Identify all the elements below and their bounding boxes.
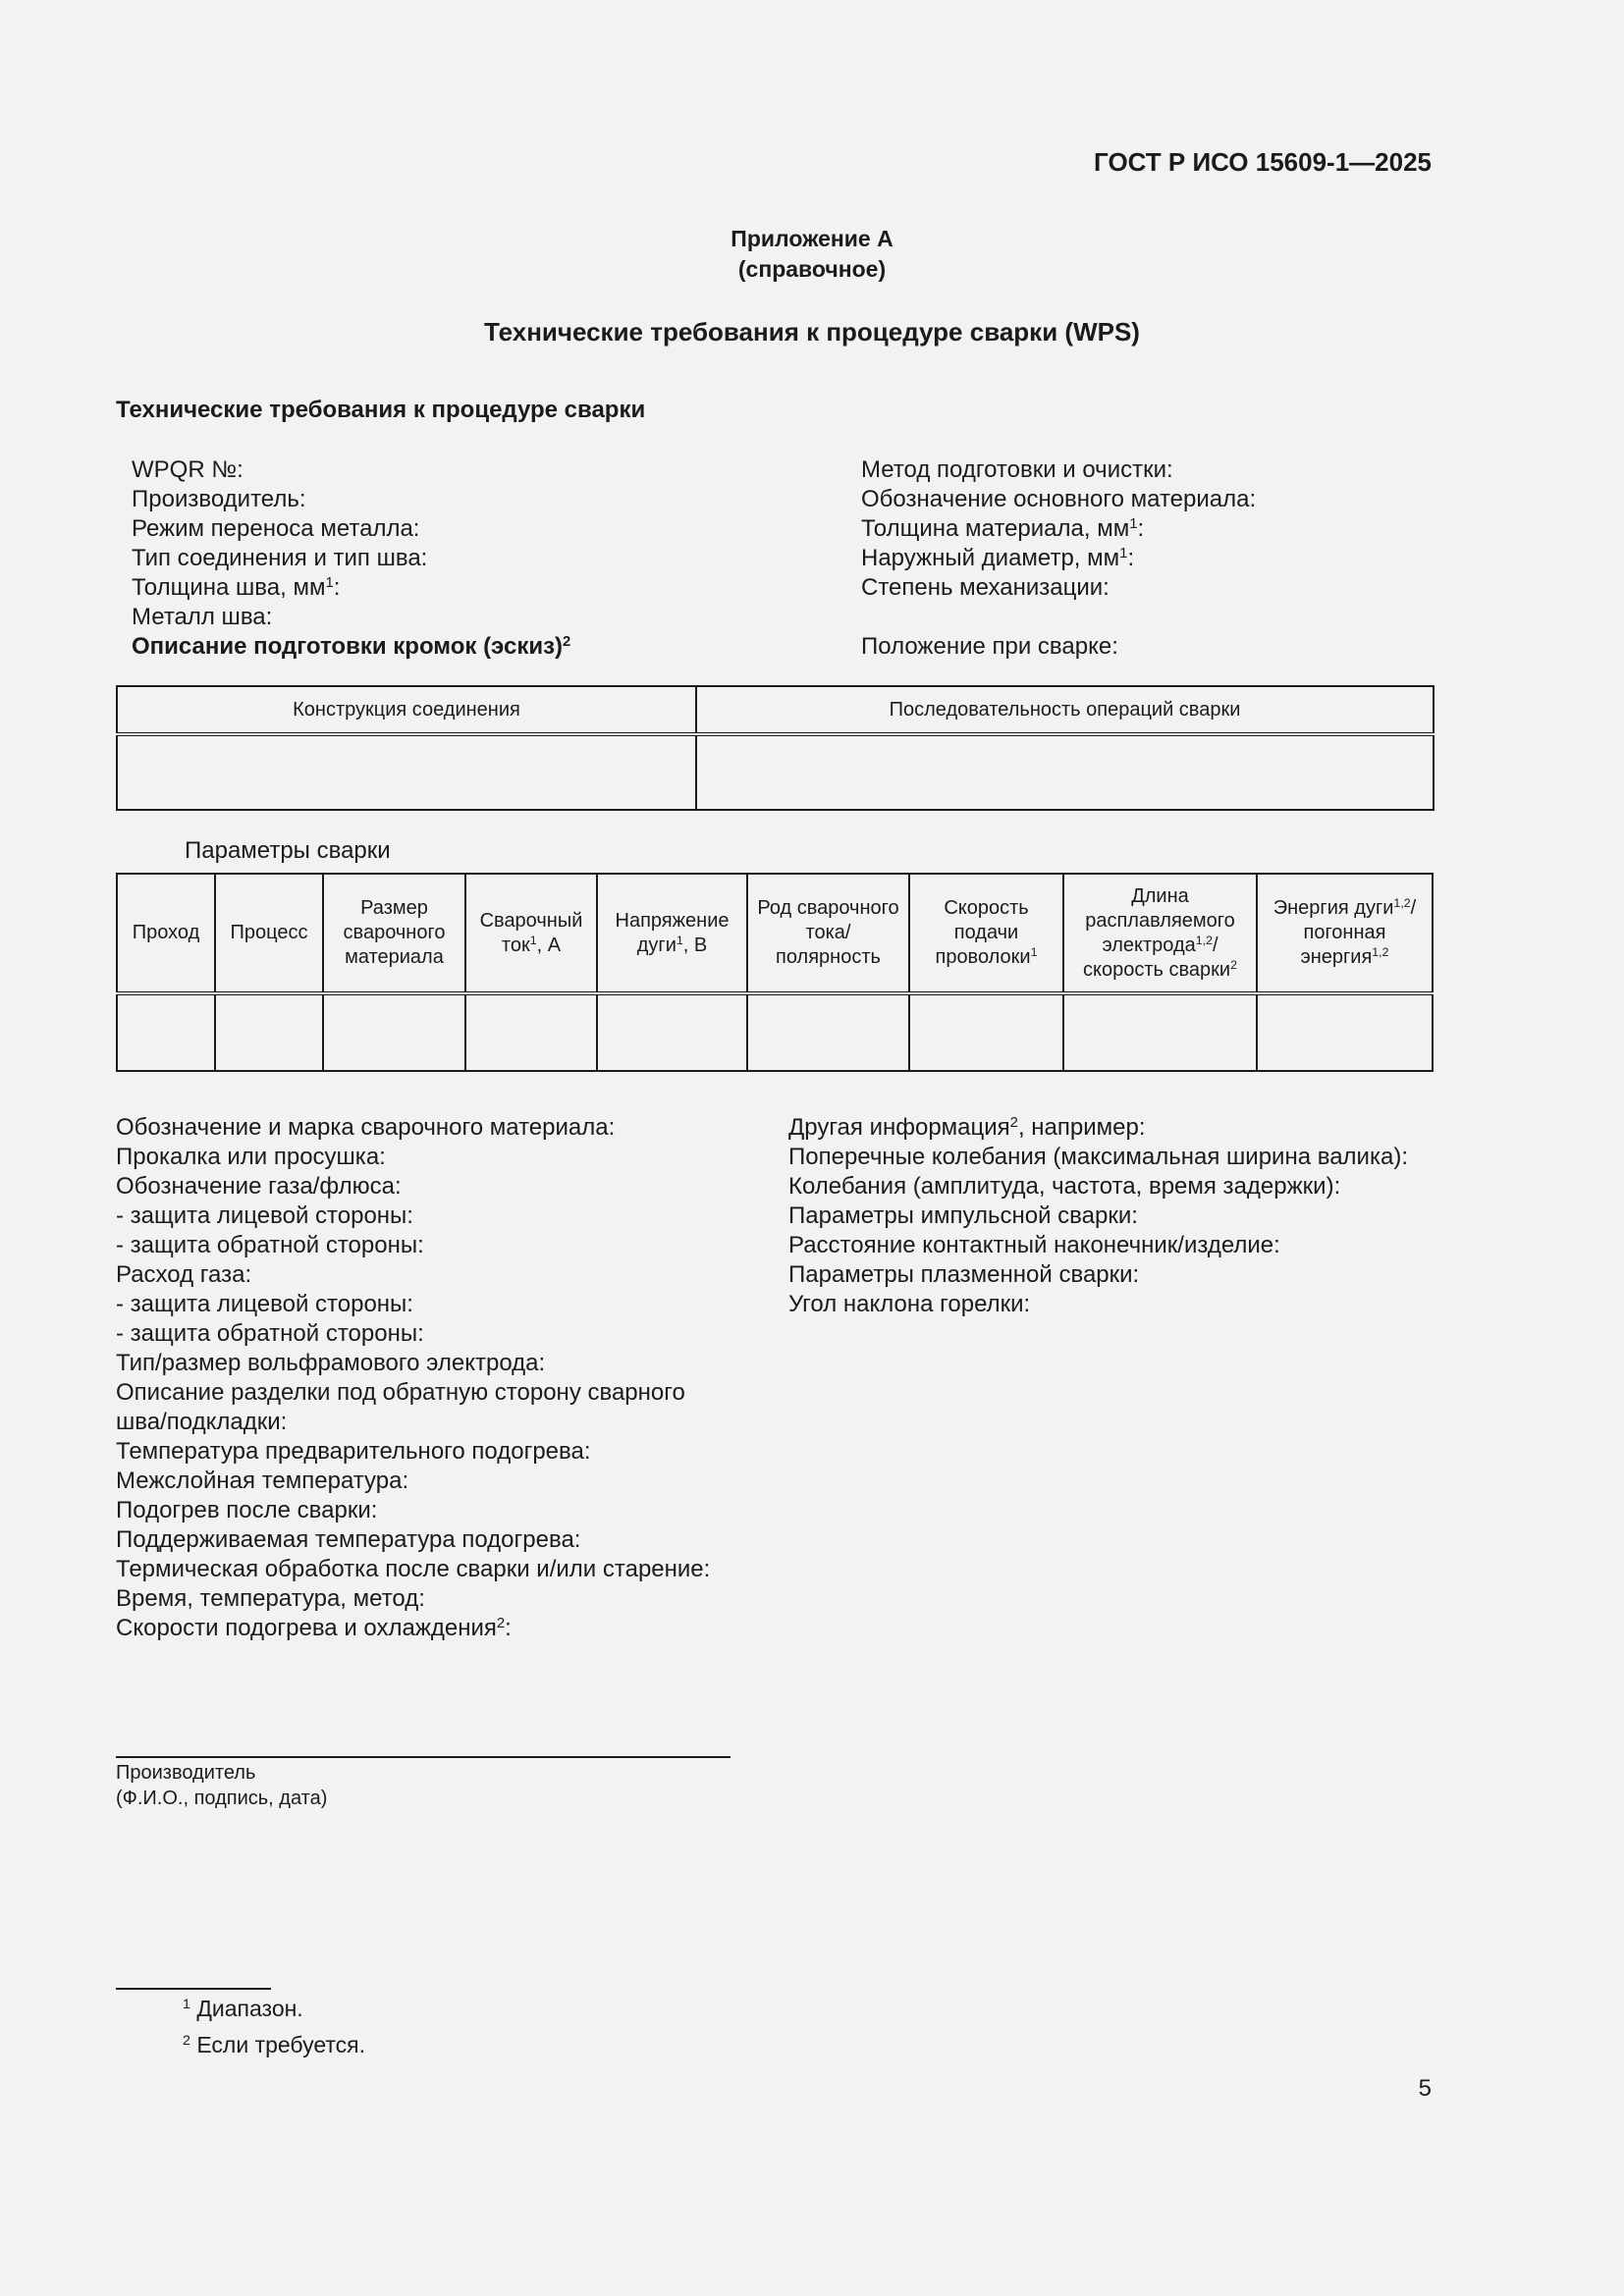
list-item: Колебания (амплитуда, частота, время задержки):	[788, 1173, 1341, 1200]
params-table	[116, 873, 1434, 1072]
footnote-1: $^1$ Диапазон.	[183, 1996, 303, 2021]
fields-left	[132, 455, 570, 662]
field-weld-thickness: Толщина шва, $мм^1$:	[132, 574, 341, 601]
welding-sequence-header: Последовательность операций сварки	[696, 686, 1434, 734]
col-voltage: Напряжение дуги$^1$, В	[597, 874, 747, 993]
standard-code: ГОСТ Р ИСО 15609-1—2025	[1094, 147, 1432, 177]
signature-line	[116, 1756, 731, 1758]
table-cell	[465, 993, 597, 1071]
list-item: - защита обратной стороны:	[116, 1320, 424, 1347]
table-cell	[597, 993, 747, 1071]
list-item: Скорости подогрева и охлаждения$^2$:	[116, 1615, 512, 1641]
signature-block	[116, 1760, 327, 1811]
footnote-2: $^2$ Если требуется.	[183, 2032, 365, 2057]
list-item: Поддерживаемая температура подогрева:	[116, 1526, 581, 1553]
field-cleaning-method: Метод подготовки и очистки:	[861, 456, 1173, 483]
field-weld-metal: Металл шва:	[132, 604, 273, 630]
col-current-type: Род сварочного тока/ полярность	[747, 874, 909, 993]
field-mechanization: Степень механизации:	[861, 574, 1110, 601]
list-item: Параметры импульсной сварки:	[788, 1202, 1138, 1229]
col-current: Сварочный ток$^1$, А	[465, 874, 597, 993]
footnote-rule	[116, 1988, 271, 1990]
annex-title: Приложение А	[731, 226, 893, 251]
field-joint-type: Тип соединения и тип шва:	[132, 545, 428, 571]
col-pass: Проход	[117, 874, 215, 993]
signature-role: Производитель	[116, 1762, 256, 1784]
col-filler-size: Размер сварочного материала	[323, 874, 465, 993]
list-item: Расход газа:	[116, 1261, 252, 1288]
list-item: шва/подкладки:	[116, 1409, 288, 1435]
list-item: Подогрев после сварки:	[116, 1497, 378, 1523]
joint-table	[116, 685, 1435, 811]
params-caption: Параметры сварки	[185, 837, 391, 864]
field-wpqr: WPQR №:	[132, 456, 244, 483]
list-item: Температура предварительного подогрева:	[116, 1438, 591, 1465]
document-title: Технические требования к процедуре сварки (WPS)	[484, 317, 1140, 347]
field-material-thickness: Толщина материала, $мм^1$:	[861, 515, 1145, 542]
list-item: Описание разделки под обратную сторону сварного	[116, 1379, 685, 1406]
field-transfer-mode: Режим переноса металла:	[132, 515, 420, 542]
field-blank	[861, 603, 1256, 632]
list-item: Тип/размер вольфрамового электрода:	[116, 1350, 546, 1376]
table-cell	[117, 993, 215, 1071]
list-item: - защита лицевой стороны:	[116, 1291, 413, 1317]
joint-design-header: Конструкция соединения	[117, 686, 696, 734]
list-item: Время, температура, метод:	[116, 1585, 425, 1612]
field-edge-prep: Описание подготовки кромок (эскиз)$^2$	[132, 633, 571, 660]
field-welding-position: Положение при сварке:	[861, 633, 1118, 660]
list-item: Другая информация$^2$, например:	[788, 1114, 1146, 1141]
misc-right	[788, 1113, 1408, 1319]
field-base-material: Обозначение основного материала:	[861, 486, 1257, 512]
welding-sequence-cell	[696, 734, 1434, 810]
col-process: Процесс	[215, 874, 323, 993]
list-item: Параметры плазменной сварки:	[788, 1261, 1140, 1288]
list-item: Межслойная температура:	[116, 1468, 409, 1494]
table-cell	[323, 993, 465, 1071]
list-item: Поперечные колебания (максимальная ширина валика):	[788, 1144, 1408, 1170]
page-number: 5	[1418, 2075, 1432, 2102]
list-item: - защита лицевой стороны:	[116, 1202, 413, 1229]
section-title: Технические требования к процедуре сварки	[116, 397, 646, 423]
annex-subtitle: (справочное)	[737, 256, 887, 282]
signature-note: (Ф.И.О., подпись, дата)	[116, 1788, 328, 1809]
list-item: Термическая обработка после сварки и/или старение:	[116, 1556, 711, 1582]
table-cell	[215, 993, 323, 1071]
fields-right	[861, 455, 1256, 662]
list-item: Обозначение и марка сварочного материала:	[116, 1114, 616, 1141]
table-cell	[747, 993, 909, 1071]
col-run-length: Длина расплавляемого электрода$^{1,2}$/ скорость сварки$^2$	[1063, 874, 1257, 993]
col-wire-feed: Скорость подачи проволоки$^1$	[909, 874, 1063, 993]
joint-design-cell	[117, 734, 696, 810]
table-cell	[909, 993, 1063, 1071]
col-arc-energy: Энергия дуги$^{1,2}$/ погонная энергия$^{1,2}$	[1257, 874, 1433, 993]
misc-left	[116, 1113, 710, 1643]
list-item: Прокалка или просушка:	[116, 1144, 386, 1170]
list-item: Расстояние контактный наконечник/изделие:	[788, 1232, 1280, 1258]
field-outer-diameter: Наружный диаметр, $мм^1$:	[861, 545, 1135, 571]
table-cell	[1257, 993, 1433, 1071]
table-cell	[1063, 993, 1257, 1071]
list-item: Обозначение газа/флюса:	[116, 1173, 402, 1200]
list-item: - защита обратной стороны:	[116, 1232, 424, 1258]
list-item: Угол наклона горелки:	[788, 1291, 1031, 1317]
field-manufacturer: Производитель:	[132, 486, 306, 512]
